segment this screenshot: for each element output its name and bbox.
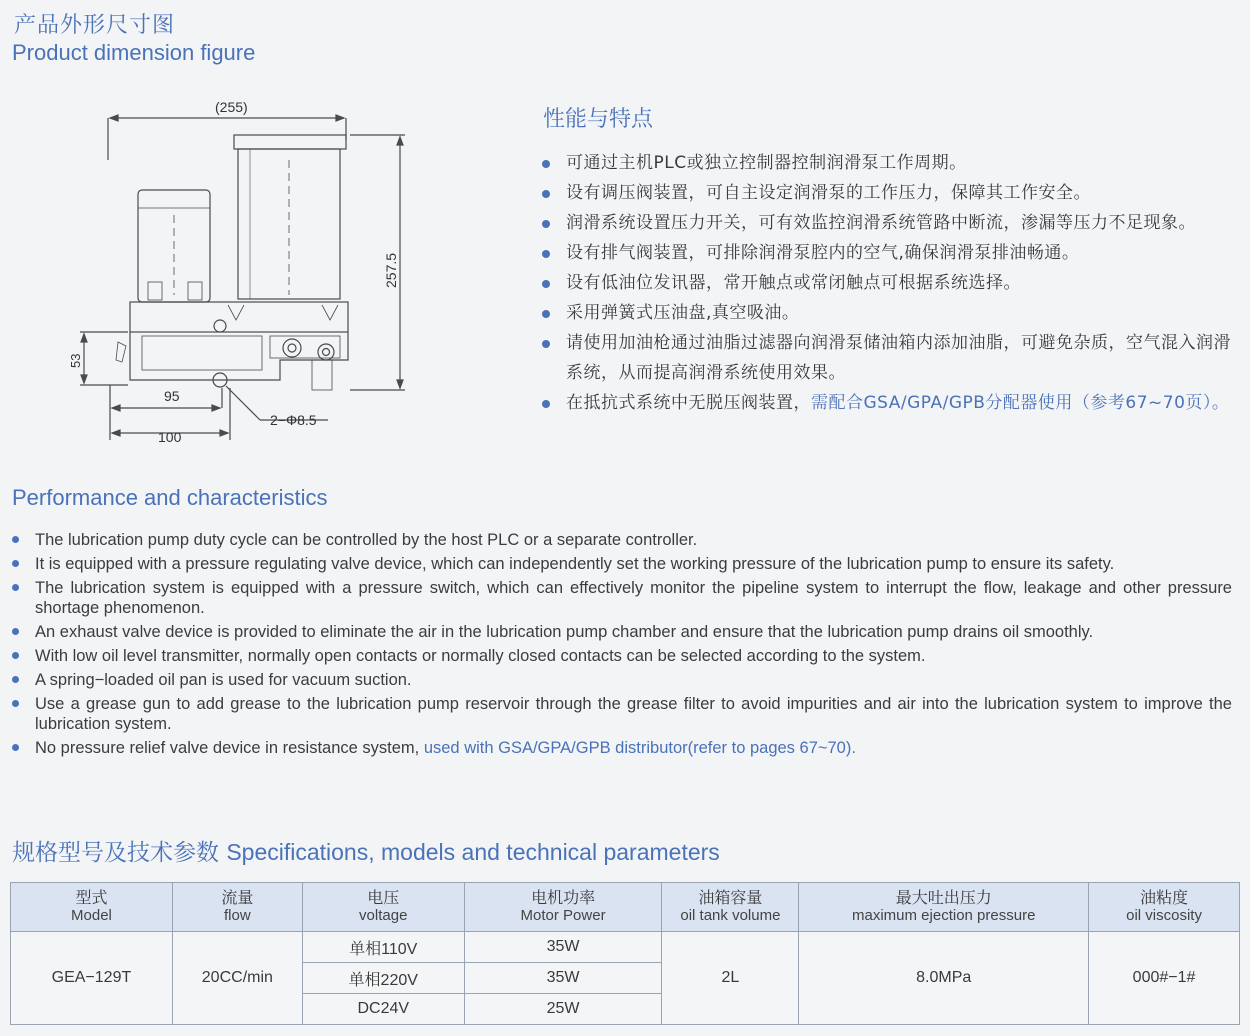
bullet-icon [12, 536, 19, 543]
cell-model: GEA−129T [11, 932, 173, 1025]
bullet-icon [12, 584, 19, 591]
bullet-icon [542, 190, 550, 198]
dim-base-label: 53 [68, 353, 83, 368]
list-item: The lubrication system is equipped with a pressure switch, which can effectively monitor the pipeline system to interrupt the flow, leakage and other pressure shortage phenomenon. [12, 578, 1232, 618]
list-item: An exhaust valve device is provided to eliminate the air in the lubrication pump chamber and ensure that the lubrication pump drains oil smoothly. [12, 622, 1232, 642]
cell-flow: 20CC/min [172, 932, 302, 1025]
cell-viscosity: 000#−1# [1089, 932, 1240, 1025]
bullet-icon [12, 676, 19, 683]
cell-power: 25W [464, 994, 662, 1025]
cell-voltage: DC24V [302, 994, 464, 1025]
bullet-icon [542, 310, 550, 318]
list-item: With low oil level transmitter, normally open contacts or normally closed contacts can be selected according to the system. [12, 646, 1232, 666]
dim-width-label: (255) [215, 99, 248, 115]
features-title-en: Performance and characteristics [12, 485, 328, 510]
pump-dimension-drawing [60, 90, 440, 470]
distributor-reference-en: used with GSA/GPA/GPB distributor(refer to pages 67~70). [423, 739, 856, 757]
bullet-icon [542, 160, 550, 168]
cell-voltage: 单相220V [302, 963, 464, 994]
list-item: 请使用加油枪通过油脂过滤器向润滑泵储油箱内添加油脂，可避免杂质，空气混入润滑系统，从而提高润滑系统使用效果。 [540, 328, 1235, 388]
header-voltage: 电压 voltage [302, 883, 464, 932]
header-max-pressure: 最大吐出压力 maximum ejection pressure [799, 883, 1089, 932]
bullet-icon [12, 700, 19, 707]
section-title-dimension-en: Product dimension figure [12, 40, 256, 65]
dim-95-label: 95 [164, 388, 180, 404]
list-item: No pressure relief valve device in resistance system, used with GSA/GPA/GPB distributor(refer to pages 67~70). [12, 738, 1232, 758]
dim-holes-label: 2−Φ8.5 [270, 412, 317, 428]
list-item: 在抵抗式系统中无脱压阀装置，需配合GSA/GPA/GPB分配器使用（参考67~70页）。 [540, 388, 1235, 418]
specs-title-cn: 规格型号及技术参数 [12, 840, 219, 866]
dim-100-label: 100 [158, 429, 182, 445]
bullet-icon [12, 628, 19, 635]
list-item: 可通过主机PLC或独立控制器控制润滑泵工作周期。 [540, 148, 1235, 178]
bullet-icon [542, 400, 550, 408]
list-item: 设有调压阀装置，可自主设定润滑泵的工作压力，保障其工作安全。 [540, 178, 1235, 208]
cell-voltage: 单相110V [302, 932, 464, 963]
specs-title [12, 834, 720, 867]
list-item: 设有排气阀装置，可排除润滑泵腔内的空气,确保润滑泵排油畅通。 [540, 238, 1235, 268]
header-tank-volume: 油箱容量 oil tank volume [662, 883, 799, 932]
list-item: A spring−loaded oil pan is used for vacuum suction. [12, 670, 1232, 690]
bullet-icon [542, 280, 550, 288]
bullet-icon [12, 652, 19, 659]
bullet-icon [542, 220, 550, 228]
list-item: Use a grease gun to add grease to the lubrication pump reservoir through the grease filter to avoid impurities and air into the lubrication system to improve the lubrication system. [12, 694, 1232, 734]
header-viscosity: 油粘度 oil viscosity [1089, 883, 1240, 932]
cell-power: 35W [464, 963, 662, 994]
specs-table [10, 882, 1240, 1025]
header-motor-power: 电机功率 Motor Power [464, 883, 662, 932]
distributor-reference-cn: 需配合GSA/GPA/GPB分配器使用（参考67~70页）。 [811, 393, 1230, 413]
cell-power: 35W [464, 932, 662, 963]
bullet-icon [12, 744, 19, 751]
list-item: The lubrication pump duty cycle can be controlled by the host PLC or a separate controller. [12, 530, 1232, 550]
list-item: 设有低油位发讯器，常开触点或常闭触点可根据系统选择。 [540, 268, 1235, 298]
bullet-icon [542, 250, 550, 258]
table-header-row [11, 883, 1240, 932]
features-list-cn [540, 148, 1235, 418]
list-item: 润滑系统设置压力开关，可有效监控润滑系统管路中断流，渗漏等压力不足现象。 [540, 208, 1235, 238]
specs-title-en: Specifications, models and technical parameters [226, 839, 720, 865]
list-item: 采用弹簧式压油盘,真空吸油。 [540, 298, 1235, 328]
cell-volume: 2L [662, 932, 799, 1025]
features-list-en [12, 530, 1232, 762]
table-row [11, 932, 1240, 963]
dim-height-label: 257.5 [383, 252, 399, 288]
list-item: It is equipped with a pressure regulating valve device, which can independently set the working pressure of the lubrication pump to ensure its safety. [12, 554, 1232, 574]
section-title-dimension-cn: 产品外形尺寸图 [14, 13, 176, 38]
header-model: 型式 Model [11, 883, 173, 932]
bullet-icon [542, 340, 550, 348]
cell-pressure: 8.0MPa [799, 932, 1089, 1025]
header-flow: 流量 flow [172, 883, 302, 932]
features-title-cn: 性能与特点 [543, 107, 654, 132]
bullet-icon [12, 560, 19, 567]
